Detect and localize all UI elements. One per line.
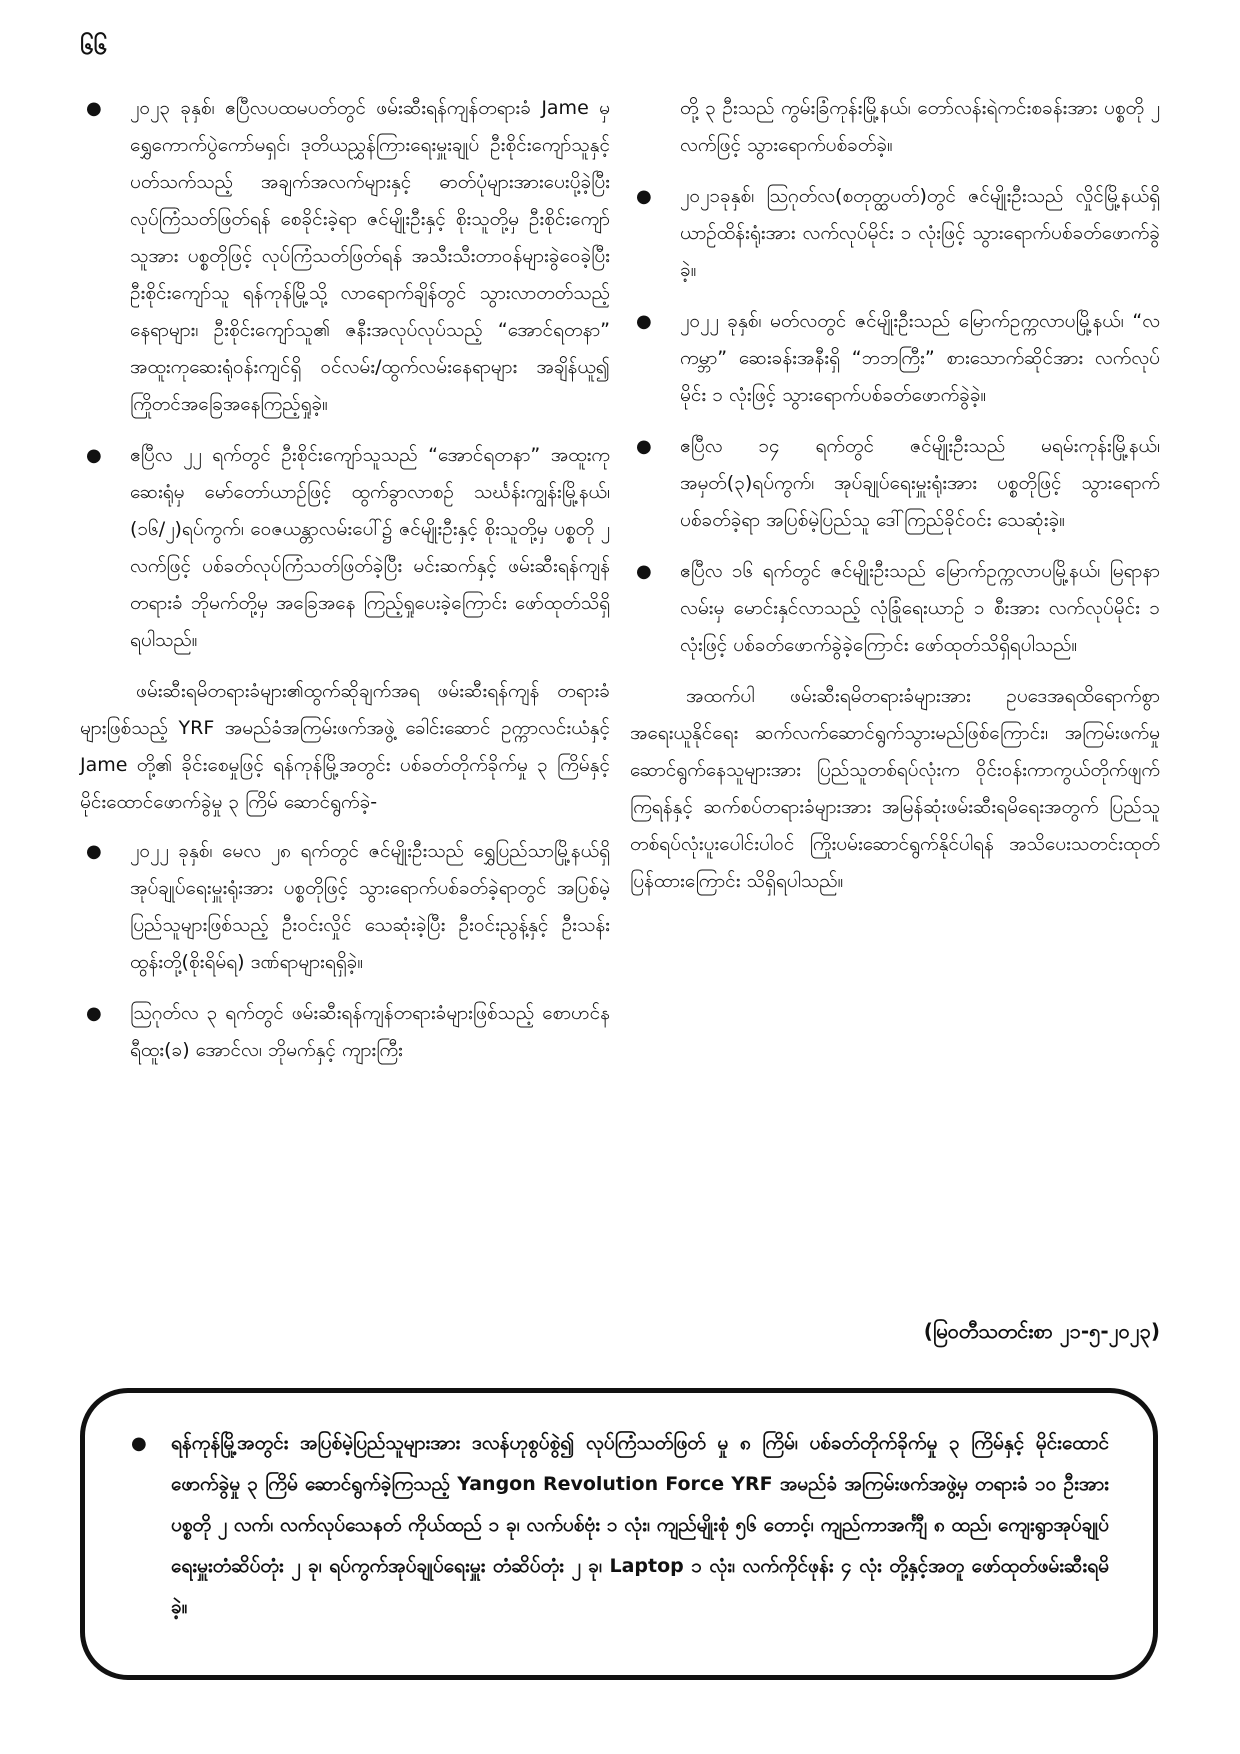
- list-item: ● ၂၀၂၁ခုနှစ်၊ ဩဂုတ်လ(စတုတ္ထပတ်)တွင် ဇင်မျိုးဦးသည် လှိုင်မြို့နယ်ရှိ ယာဉ်ထိန်းရုံးအား လက်လုပ်မိုင်း ၁ လုံးဖြင့် သွားရောက်ပစ်ခတ်ဖောက်ခွဲခဲ့။: [630, 178, 1160, 289]
- body-paragraph: အထက်ပါ ဖမ်းဆီးရမိတရားခံများအား ဥပဒေအရထိရောက်စွာအရေးယူနိုင်ရေး ဆက်လက်ဆောင်ရွက်သွားမည်ဖြစ်ကြောင်း၊ အကြမ်းဖက်မှုဆောင်ရွက်နေသူများအား ပြည်သူတစ်ရပ်လုံးက ဝိုင်းဝန်းကာကွယ်တိုက်ဖျက်ကြရန်နှင့် ဆက်စပ်တရားခံများအား အမြန်ဆုံးဖမ်းဆီးရမိရေးအတွက် ပြည်သူတစ်ရပ်လုံးပူးပေါင်းပါဝင် ကြိုးပမ်းဆောင်ရွက်နိုင်ပါရန် အသိပေးသတင်းထုတ်ပြန်ထားကြောင်း သိရှိရပါသည်။: [630, 685, 1160, 892]
- list-item: ● ဩဂုတ်လ ၃ ရက်တွင် ဖမ်းဆီးရန်ကျန်တရားခံများဖြစ်သည့် စောဟင်နရီထူး(ခ) အောင်လ၊ ဘိုမက်နှင့် ကျားကြီး: [80, 995, 610, 1069]
- list-item: ● ၂၀၂၂ ခုနှစ်၊ မေလ ၂၈ ရက်တွင် ဇင်မျိုးဦးသည် ရွှေပြည်သာမြို့နယ်ရှိ အုပ်ချုပ်ရေးမှူးရုံးအား ပစ္စတိုဖြင့် သွားရောက်ပစ်ခတ်ခဲ့ရာတွင် အပြစ်မဲ့ပြည်သူများဖြစ်သည့် ဦးဝင်းလှိုင် သေဆုံးခဲ့ပြီး ဦးဝင်းညွန့်နှင့် ဦးသန်းထွန်းတို့(စိုးရိမ်ရ) ဒဏ်ရာများရရှိခဲ့။: [80, 833, 610, 981]
- left-bullet-list-2: [80, 833, 610, 1069]
- list-item: ● ၂၀၂၂ ခုနှစ်၊ မတ်လတွင် ဇင်မျိုးဦးသည် မြောက်ဥက္ကလာပမြို့နယ်၊ “လကမ္ဘာ” ဆေးခန်းအနီးရှိ “ဘဘကြီး” စားသောက်ဆိုင်အား လက်လုပ်မိုင်း ၁ လုံးဖြင့် သွားရောက်ပစ်ခတ်ဖောက်ခွဲခဲ့။: [630, 303, 1160, 414]
- right-bullet-list: [630, 90, 1160, 664]
- summary-box: [80, 1388, 1158, 1680]
- right-column: [630, 90, 1160, 912]
- list-item: ● ဧပြီလ ၂၂ ရက်တွင် ဦးစိုင်းကျော်သူသည် “အောင်ရတနာ” အထူးကုဆေးရုံမှ မော်တော်ယာဉ်ဖြင့် ထွက်ခွာလာစဉ် သင်္ဃန်းကျွန်းမြို့နယ်၊ (၁၆/၂)ရပ်ကွက်၊ ဝေဇယန္တာလမ်းပေါ်၌ ဇင်မျိုးဦးနှင့် စိုးသူတို့မှ ပစ္စတို ၂ လက်ဖြင့် ပစ်ခတ်လုပ်ကြံသတ်ဖြတ်ခဲ့ပြီး မင်းဆက်နှင့် ဖမ်းဆီးရန်ကျန်တရားခံ ဘိုမက်တို့မှ အခြေအနေ ကြည့်ရှုပေးခဲ့ကြောင်း ဖော်ထုတ်သိရှိရပါသည်။: [80, 437, 610, 659]
- bullet-icon: ●: [131, 1433, 147, 1454]
- body-paragraph: ဖမ်းဆီးရမိတရားခံများ၏ထွက်ဆိုချက်အရ ဖမ်းဆီးရန်ကျန် တရားခံများဖြစ်သည့် YRF အမည်ခံအကြမ်းဖက်အဖွဲ့ ခေါင်းဆောင် ဥက္ကာလင်းယံနှင့် Jame တို့၏ ခိုင်းစေမှုဖြင့် ရန်ကုန်မြို့အတွင်း ပစ်ခတ်တိုက်ခိုက်မှု ၃ ကြိမ်နှင့် မိုင်းထောင်ဖောက်ခွဲမှု ၃ ကြိမ် ဆောင်ရွက်ခဲ့-: [80, 680, 610, 813]
- left-column: [80, 90, 610, 1083]
- list-item: ● ဧပြီလ ၁၆ ရက်တွင် ဇင်မျိုးဦးသည် မြောက်ဥက္ကလာပမြို့နယ်၊ မြရာနာလမ်းမှ မောင်းနှင်လာသည့် လုံခြုံရေးယာဉ် ၁ စီးအား လက်လုပ်မိုင်း ၁ လုံးဖြင့် ပစ်ခတ်ဖောက်ခွဲခဲ့ကြောင်း ဖော်ထုတ်သိရှိရပါသည်။: [630, 553, 1160, 664]
- list-item: ● ၂၀၂၃ ခုနှစ်၊ ဧပြီလပထမပတ်တွင် ဖမ်းဆီးရန်ကျန်တရားခံ Jame မှ ရွှေကောက်ပွဲကော်မရှင်၊ ဒုတိယညွှန်ကြားရေးမှူးချုပ် ဦးစိုင်းကျော်သူနှင့်ပတ်သက်သည့် အချက်အလက်များနှင့် ဓာတ်ပုံများအားပေးပို့ခဲ့ပြီး လုပ်ကြံသတ်ဖြတ်ရန် စေခိုင်းခဲ့ရာ ဇင်မျိုးဦးနှင့် စိုးသူတို့မှ ဦးစိုင်းကျော်သူအား ပစ္စတိုဖြင့် လုပ်ကြံသတ်ဖြတ်ရန် အသီးသီးတာဝန်များခွဲဝေခဲ့ပြီး ဦးစိုင်းကျော်သူ ရန်ကုန်မြို့သို့ လာရောက်ချိန်တွင် သွားလာတတ်သည့် နေရာများ၊ ဦးစိုင်းကျော်သူ၏ ဇနီးအလုပ်လုပ်သည့် “အောင်ရတနာ” အထူးကုဆေးရုံဝန်းကျင်ရှိ ဝင်လမ်း/ထွက်လမ်းနေရာများ အချိန်ယူ၍ ကြိုတင်အခြေအနေကြည့်ရှုခဲ့။: [80, 90, 610, 423]
- left-bullet-list: [80, 90, 610, 659]
- page-number: ၆၆: [80, 32, 107, 60]
- list-item-continuation: တို့ ၃ ဦးသည် ကွမ်းခြံကုန်းမြို့နယ်၊ တော်လန်းရဲကင်းစခန်းအား ပစ္စတို ၂ လက်ဖြင့် သွားရောက်ပစ်ခတ်ခဲ့။: [680, 97, 1160, 156]
- source-citation: (မြဝတီသတင်းစာ ၂၁-၅-၂၀၂၃): [923, 1319, 1160, 1343]
- summary-text: ရန်ကုန်မြို့အတွင်း အပြစ်မဲ့ပြည်သူများအား ဒလန်ဟုစွပ်စွဲ၍ လုပ်ကြံသတ်ဖြတ် မှု ၈ ကြိမ်၊ ပစ်ခတ်တိုက်ခိုက်မှု ၃ ကြိမ်နှင့် မိုင်းထောင် ဖောက်ခွဲမှု ၃ ကြိမ် ဆောင်ရွက်ခဲ့ကြသည့် Yangon Revolution Force YRF အမည်ခံ အကြမ်းဖက်အဖွဲ့မှ တရားခံ ၁၀ ဦးအား ပစ္စတို ၂ လက်၊ လက်လုပ်သေနတ် ကိုယ်ထည် ၁ ခု၊ လက်ပစ်ဗုံး ၁ လုံး၊ ကျည်မျိုးစုံ ၅၆ တောင့်၊ ကျည်ကာအင်္ကျီ ၈ ထည်၊ ကျေးရွာအုပ်ချုပ်ရေးမှူးတံဆိပ်တုံး ၂ ခု၊ ရပ်ကွက်အုပ်ချုပ်ရေးမှူး တံဆိပ်တုံး ၂ ခု၊ Laptop ၁ လုံး၊ လက်ကိုင်ဖုန်း ၄ လုံး တို့နှင့်အတူ ဖော်ထုတ်ဖမ်းဆီးရမိခဲ့။: [171, 1432, 1109, 1618]
- list-item: ● ဧပြီလ ၁၄ ရက်တွင် ဇင်မျိုးဦးသည် မရမ်းကုန်းမြို့နယ်၊ အမှတ်(၃)ရပ်ကွက်၊ အုပ်ချုပ်ရေးမှူးရုံးအား ပစ္စတိုဖြင့် သွားရောက်ပစ်ခတ်ခဲ့ရာ အပြစ်မဲ့ပြည်သူ ဒေါ်ကြည်ခိုင်ဝင်း သေဆုံးခဲ့။: [630, 428, 1160, 539]
